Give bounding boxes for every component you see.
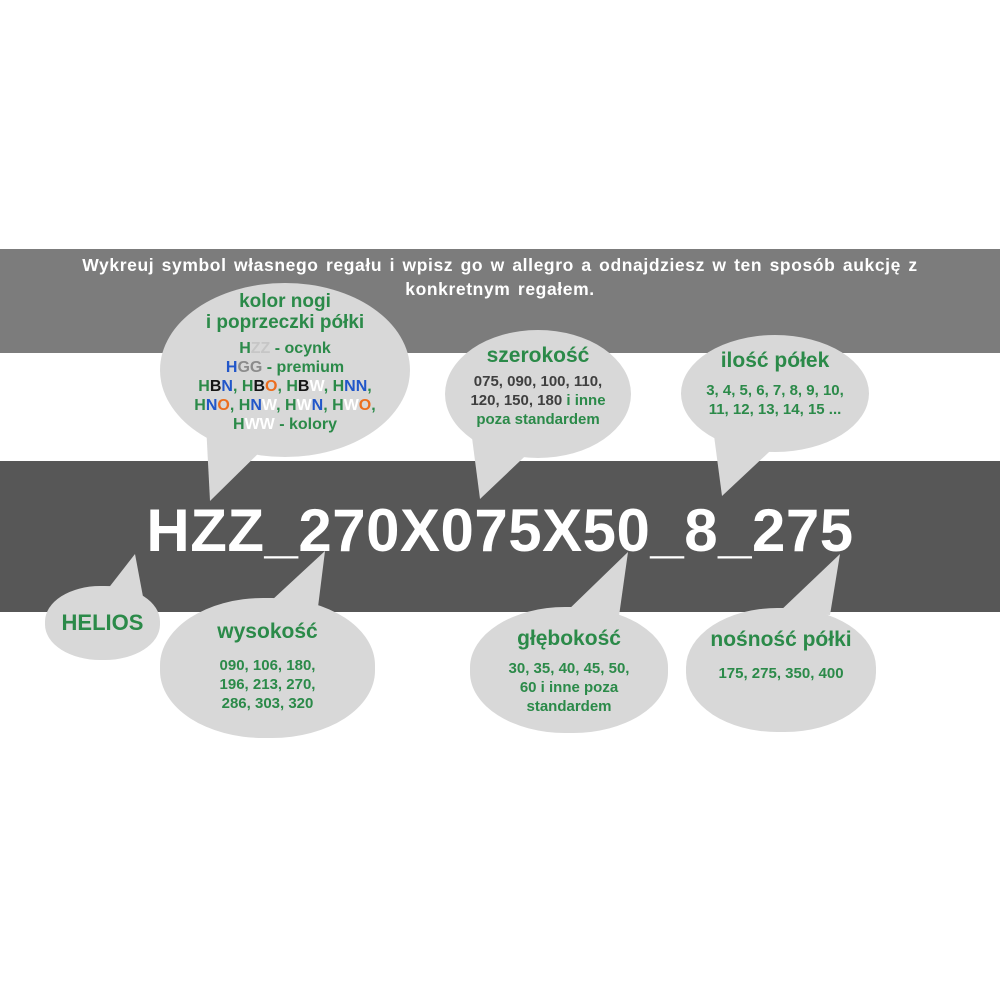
wysokosc-title: wysokość [217, 620, 318, 643]
szerokosc-values-line2: 120, 150, 180 i inne [470, 392, 606, 409]
glebokosc-title: głębokość [517, 627, 621, 650]
nosnosc-polki-values-line1: 175, 275, 350, 400 [718, 665, 844, 682]
kolor-code-line-hzz: HZZ - ocynk [239, 340, 331, 357]
bubble-wysokosc-text [160, 620, 375, 713]
ilosc-polek-values-line1: 3, 4, 5, 6, 7, 8, 9, 10, [706, 382, 844, 399]
bubble-szerokosc-text [445, 344, 631, 429]
nosnosc-polki-title: nośność półki [710, 628, 852, 651]
kolor-nogi-title-line1: kolor nogi [239, 291, 331, 312]
kolor-code-line-hww: HWW - kolory [233, 416, 337, 433]
bubble-helios-text [45, 610, 160, 636]
kolor-code-line-hno: HNO, HNW, HWN, HWO, [194, 397, 376, 414]
kolor-code-line-hbn: HBN, HBO, HBW, HNN, [198, 378, 372, 395]
bubble-glebokosc-text [470, 627, 668, 716]
wysokosc-values-line3: 286, 303, 320 [221, 695, 314, 712]
banner-text-line2: konkretnym regałem. [405, 279, 595, 299]
szerokosc-values-line3: poza standardem [476, 411, 600, 428]
kolor-nogi-title-line2: i poprzeczki półki [205, 312, 365, 333]
ilosc-polek-title: ilość półek [720, 349, 830, 372]
ilosc-polek-values-line2: 11, 12, 13, 14, 15 ... [708, 401, 842, 418]
kolor-code-line-hgg: HGG - premium [225, 359, 345, 376]
szerokosc-values-line1: 075, 090, 100, 110, [473, 373, 603, 390]
bubble-ilosc-polek-text [681, 349, 869, 419]
wysokosc-values-line2: 196, 213, 270, [219, 676, 316, 693]
szerokosc-title: szerokość [486, 344, 590, 367]
bubble-kolor-nogi-text [160, 291, 410, 434]
helios-brand-label: HELIOS [61, 610, 144, 635]
product-code-text: HZZ_270X075X50_8_275 [146, 497, 854, 564]
glebokosc-values-line3: standardem [526, 698, 612, 715]
glebokosc-values-line1: 30, 35, 40, 45, 50, [508, 660, 630, 677]
glebokosc-values-line2: 60 i inne poza [519, 679, 619, 696]
bubble-nosnosc-polki-text [686, 628, 876, 683]
banner-text-line1: Wykreuj symbol własnego regału i wpisz go w allegro a odnajdziesz w ten sposób aukcję z [82, 255, 918, 275]
wysokosc-values-line1: 090, 106, 180, [219, 657, 316, 674]
